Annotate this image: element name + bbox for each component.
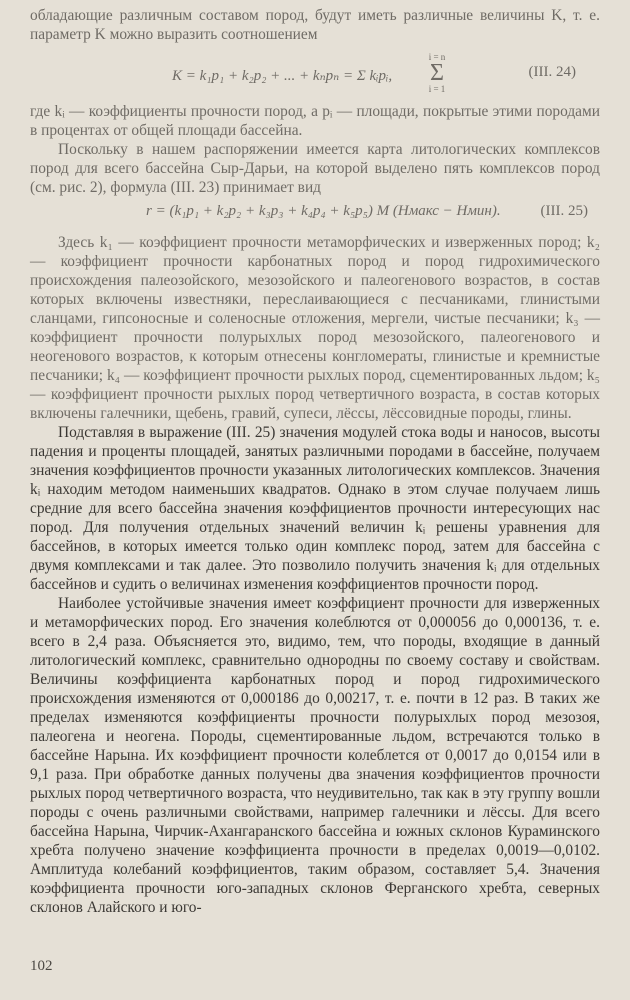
where-paragraph: где kᵢ — коэффициенты прочности пород, а pᵢ — площади, покрытые этими породами в процентах от общей площади бассейна. <box>30 103 600 139</box>
formula-iii-25-expression: r = (k₁p₁ + k₂p₂ + k₃p₃ + k₄p₄ + k₅p₅) M (Hмакс − Hмин). <box>146 203 501 219</box>
coefficients-paragraph: Здесь k₁ — коэффициент прочности метаморфических и изверженных пород; k₂ — коэффициент прочности карбонатных пород и пород гидрохимического происхождения палеозойского, мезозойского и палеогенового возрастов, в состав которых включены известняки, переслаивающиеся с песчаниками, глинистыми сланцами, гипсоносные и соленосные отложения, мергели, чистые песчаники; k₃ — коэффициент прочности полурыхлых пород мезозойского, палеогенового и неогенового возрастов, к которым отнесены конгломераты, глинистые и кремнистые песчаники; k₄ — коэффициент прочности рыхлых пород, сцементированных льдом; k₅ — коэффициент прочности рыхлых пород четвертичного возраста, в состав которых включены галечники, щебень, гравий, супеси, лёссы, лёссовидные породы, глины. <box>30 234 600 422</box>
sum-upper-limit: i = n <box>428 52 446 62</box>
map-paragraph: Поскольку в нашем распоряжении имеется карта литологических комплексов пород для всего бассейна Сыр-Дарьи, на которой выделено пять комплексов пород (см. рис. 2), формула (III. 23) принимает вид <box>30 141 600 196</box>
sum-lower-limit: i = 1 <box>428 84 446 94</box>
sigma-symbol: Σ <box>430 60 444 86</box>
page-number: 102 <box>30 958 53 974</box>
substitution-paragraph: Подставляя в выражение (III. 25) значения модулей стока воды и наносов, высоты падения и проценты площадей, занятых различными породами в бассейне, получаем значения коэффициентов прочности указанных литологических комплексов. Значения kᵢ находим методом наименьших квадратов. Однако в этом случае получаем лишь средние для всего бассейна значения коэффициентов прочности интересующих нас пород. Для получения отдельных значений величин kᵢ решены уравнения для бассейнов, в которых имеется только один комплекс пород, затем для бассейна с двумя комплексами и так далее. Это позволило получить значения kᵢ для отдельных бассейнов и судить о величинах изменения коэффициентов прочности пород. <box>30 424 600 593</box>
intro-paragraph: обладающие различным составом пород, будут иметь различные величины K, т. е. параметр K можно выразить соотношением <box>30 7 600 43</box>
formula-iii-24-expression: K = k₁p₁ + k₂p₂ + ... + kₙpₙ = Σ kᵢpᵢ, <box>172 68 393 84</box>
equation-number-iii-25: (III. 25) <box>540 203 588 219</box>
formula-iii-25 <box>30 199 600 229</box>
equation-number-iii-24: (III. 24) <box>528 64 576 80</box>
sum-limits <box>424 52 450 94</box>
stability-paragraph: Наиболее устойчивые значения имеет коэффициент прочности для изверженных и метаморфических пород. Его значения колеблются от 0,000056 до 0,000136, т. е. всего в 2,4 раза. Объясняется это, видимо, тем, что породы, входящие в данный литологический комплекс, сравнительно однородны по своему составу и свойствам. Величины коэффициента карбонатных пород и пород гидрохимического происхождения изменяются от 0,000186 до 0,00217, т. е. почти в 12 раз. В таких же пределах изменяются коэффициенты прочности полурыхлых пород мезозоя, палеогена и неогена. Породы, сцементированные льдом, встречаются только в бассейне Нарына. Их коэффициент прочности колеблется от 0,0017 до 0,0154 или в 9,1 раза. При обработке данных получены два значения коэффициентов прочности рыхлых пород четвертичного возраста, что неудивительно, так как в эту группу вошли породы с очень различными свойствами, например галечники и лёссы. Для всего бассейна Нарына, Чирчик-Ахангаранского бассейна и южных склонов Кураминского хребта получено значение коэффициента прочности в пределах 0,0019—0,0102. Амплитуда колебаний коэффициентов, таким образом, составляет 5,4. Значения коэффициента прочности юго-западных склонов Ферганского хребта, северных склонов Алайского и юго- <box>30 595 600 916</box>
formula-iii-24 <box>30 52 600 96</box>
